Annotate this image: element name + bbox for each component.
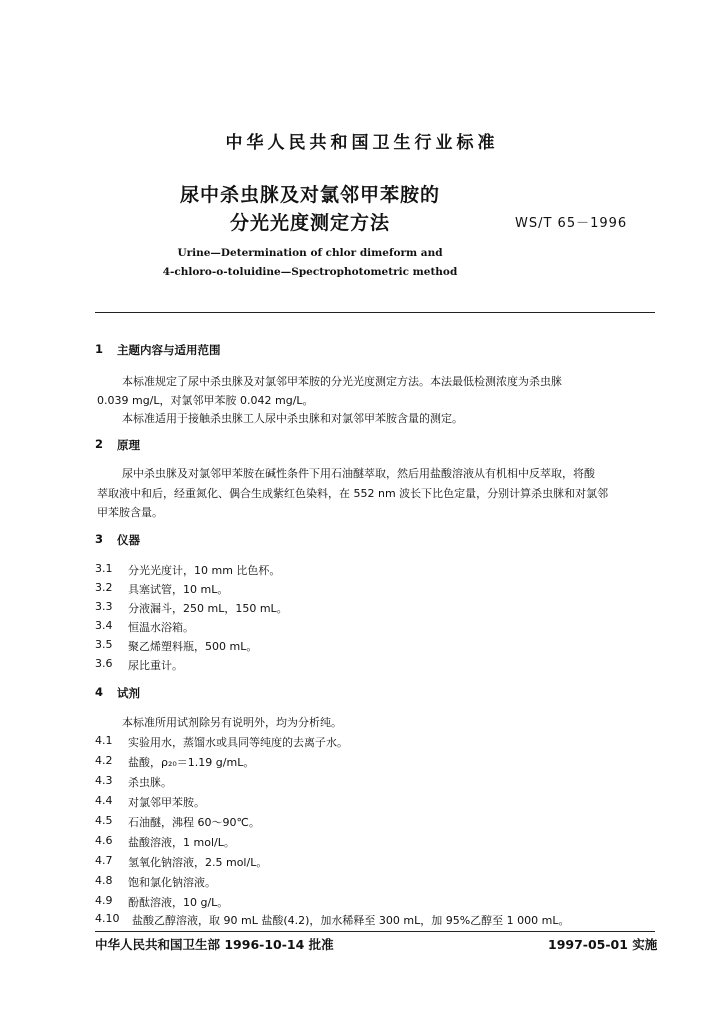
list-item-number: 4.1	[95, 734, 113, 747]
list-item: 盐酸，ρ₂₀＝1.19 g/mL。	[128, 756, 255, 769]
title-line-2: 分光光度测定方法	[229, 212, 390, 234]
list-item: 杀虫脒。	[128, 776, 172, 789]
section-3-heading: 仪器	[117, 533, 140, 547]
list-item-number: 3.5	[95, 638, 113, 651]
list-item: 石油醚，沸程 60～90℃。	[128, 816, 260, 829]
approval-line: 中华人民共和国卫生部 1996-10-14 批准	[95, 937, 334, 952]
list-item-number: 4.4	[95, 794, 113, 807]
section-1-paragraph-2: 本标准适用于接触杀虫脒工人尿中杀虫脒和对氯邻甲苯胺含量的测定。	[122, 412, 463, 425]
list-item: 聚乙烯塑料瓶，500 mL。	[128, 640, 258, 653]
list-item-number: 4.6	[95, 834, 113, 847]
list-item: 对氯邻甲苯胺。	[128, 796, 205, 809]
list-item: 具塞试管，10 mL。	[128, 583, 229, 596]
list-item-number: 3.3	[95, 600, 113, 613]
title-line-1: 尿中杀虫脒及对氯邻甲苯胺的	[179, 184, 440, 206]
list-item: 饱和氯化钠溶液。	[128, 876, 216, 889]
list-item-number: 3.6	[95, 657, 113, 670]
standard-code: WS/T 65－1996	[515, 216, 628, 231]
section-1-paragraph-line-2: 0.039 mg/L，对氯邻甲苯胺 0.042 mg/L。	[97, 394, 314, 407]
list-item: 分光光度计，10 mm 比色杯。	[128, 564, 281, 577]
section-2-line-2: 萃取液中和后，经重氮化、偶合生成紫红色染料，在 552 nm 波长下比色定量，分别计算杀虫脒和对氯邻	[97, 487, 609, 500]
list-item-number: 3.2	[95, 581, 113, 594]
section-2-heading: 原理	[117, 438, 140, 452]
section-1-heading: 主题内容与适用范围	[117, 343, 221, 357]
list-item-number: 4.10	[95, 912, 120, 925]
top-divider	[95, 312, 655, 313]
section-1-number: 1	[95, 342, 104, 356]
bottom-divider	[95, 931, 655, 932]
section-2-line-3: 甲苯胺含量。	[97, 506, 163, 519]
list-item: 盐酸乙醇溶液，取 90 mL 盐酸(4.2)，加水稀释至 300 mL，加 95%乙醇至 1 000 mL。	[132, 914, 570, 927]
list-item: 恒温水浴箱。	[128, 621, 194, 634]
section-4-intro: 本标准所用试剂除另有说明外，均为分析纯。	[122, 716, 342, 729]
list-item-number: 4.5	[95, 814, 113, 827]
agency-heading: 中华人民共和国卫生行业标准	[225, 133, 499, 153]
section-4-heading: 试剂	[117, 686, 140, 700]
list-item-number: 4.3	[95, 774, 113, 787]
list-item: 尿比重计。	[128, 659, 183, 672]
list-item-number: 4.8	[95, 874, 113, 887]
list-item: 分液漏斗，250 mL，150 mL。	[128, 602, 288, 615]
list-item: 氢氧化钠溶液，2.5 mol/L。	[128, 856, 268, 869]
section-2-number: 2	[95, 437, 104, 451]
list-item: 盐酸溶液，1 mol/L。	[128, 836, 235, 849]
list-item-number: 4.9	[95, 894, 113, 907]
implementation-date: 1997-05-01 实施	[548, 937, 658, 952]
section-2-line-1: 尿中杀虫脒及对氯邻甲苯胺在碱性条件下用石油醚萃取，然后用盐酸溶液从有机相中反萃取，将酸	[122, 467, 595, 480]
list-item: 实验用水，蒸馏水或具同等纯度的去离子水。	[128, 736, 348, 749]
english-title-line-1: Urine—Determination of chlor dimeform and	[177, 247, 443, 259]
english-title-line-2: 4-chloro-o-toluidine—Spectrophotometric method	[162, 266, 458, 278]
section-3-number: 3	[95, 532, 104, 546]
section-4-number: 4	[95, 685, 104, 699]
list-item-number: 4.7	[95, 854, 113, 867]
section-1-paragraph-line-1: 本标准规定了尿中杀虫脒及对氯邻甲苯胺的分光光度测定方法。本法最低检测浓度为杀虫脒	[122, 375, 562, 388]
list-item-number: 3.1	[95, 562, 113, 575]
list-item: 酚酞溶液，10 g/L。	[128, 896, 229, 909]
list-item-number: 4.2	[95, 754, 113, 767]
list-item-number: 3.4	[95, 619, 113, 632]
